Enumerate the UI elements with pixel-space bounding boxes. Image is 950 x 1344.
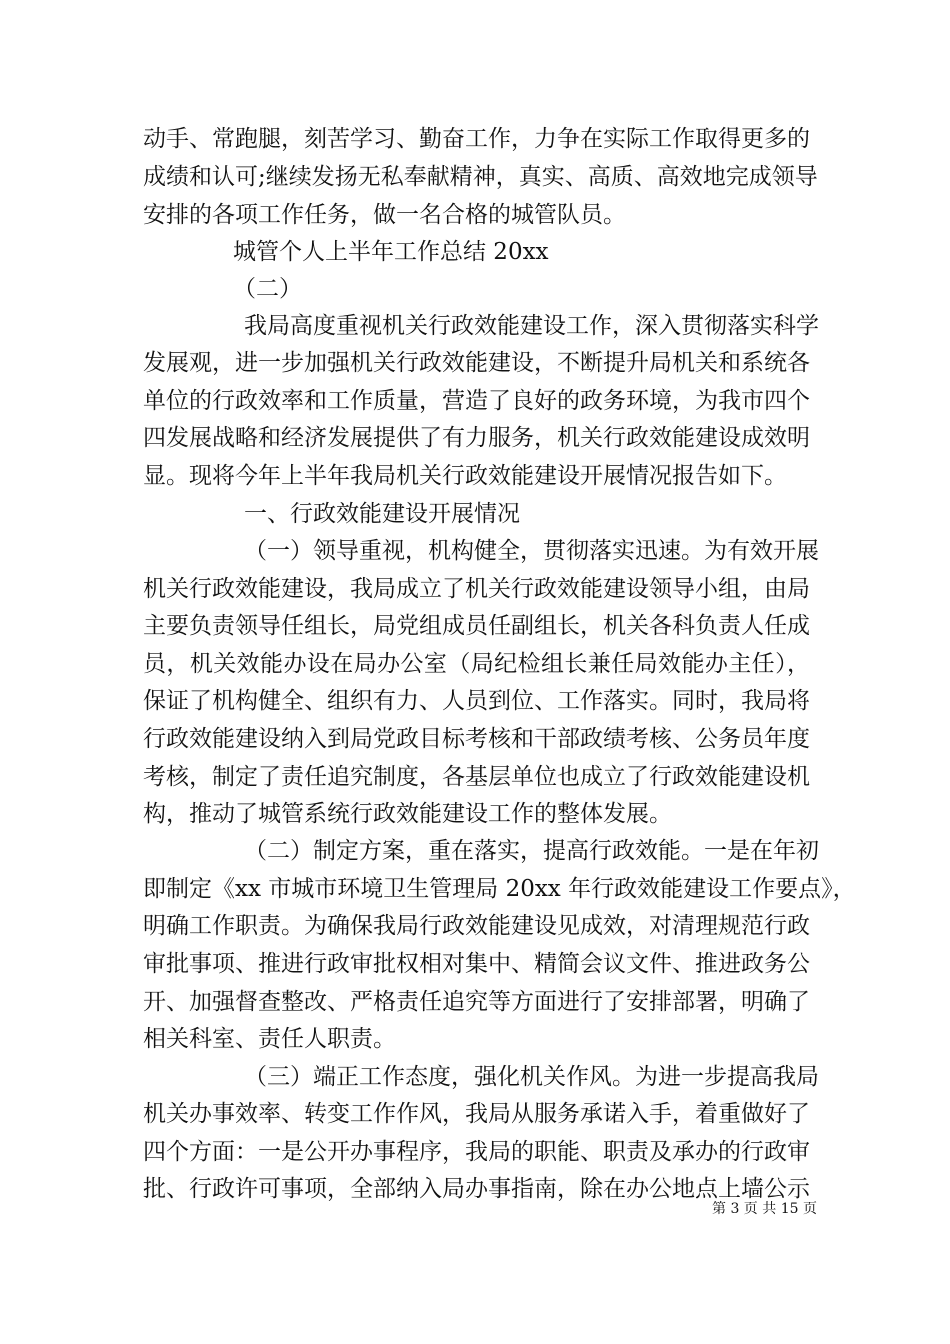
text-line: 城管个人上半年工作总结 20xx [233,239,549,265]
text-line: （二） [233,276,302,302]
text-line: 动手、常跑腿，刻苦学习、勤奋工作，力争在实际工作取得更多的 [143,126,810,152]
text-line: 行政效能建设纳入到局党政目标考核和干部政绩考核、公务员年度 [143,726,810,752]
text-line: 相关科室、责任人职责。 [143,1026,396,1052]
text-line: 四个方面：一是公开办事程序，我局的职能、职责及承办的行政审 [143,1139,810,1165]
text-line: 开、加强督查整改、严格责任追究等方面进行了安排部署，明确了 [143,989,810,1015]
page-number: 第 3 页 共 15 页 [712,1201,817,1217]
text-line: 成绩和认可;继续发扬无私奉献精神，真实、高质、高效地完成领导 [143,164,818,190]
text-line: 即制定《xx 市城市环境卫生管理局 20xx 年行政效能建设工作要点》， [143,876,856,902]
text-line: （二）制定方案，重在落实，提高行政效能。一是在年初 [244,838,819,864]
text-line: 审批事项、推进行政审批权相对集中、精简会议文件、推进政务公 [143,951,810,977]
text-line: 单位的行政效率和工作质量，营造了良好的政务环境，为我市四个 [143,388,810,414]
text-line: （三）端正工作态度，强化机关作风。为进一步提高我局 [244,1064,819,1090]
text-line: 发展观，进一步加强机关行政效能建设，不断提升局机关和系统各 [143,350,810,376]
text-line: 批、行政许可事项，全部纳入局办事指南，除在办公地点上墙公示 [143,1176,810,1202]
text-line: 考核，制定了责任追究制度，各基层单位也成立了行政效能建设机 [143,764,810,790]
text-line: 显。现将今年上半年我局机关行政效能建设开展情况报告如下。 [143,463,787,489]
text-line: 明确工作职责。为确保我局行政效能建设见成效，对清理规范行政 [143,913,810,939]
text-line: （一）领导重视，机构健全，贯彻落实迅速。为有效开展 [244,538,819,564]
text-line: 保证了机构健全、组织有力、人员到位、工作落实。同时，我局将 [143,688,810,714]
text-line: 主要负责领导任组长，局党组成员任副组长，机关各科负责人任成 [143,613,810,639]
text-line: 机关行政效能建设，我局成立了机关行政效能建设领导小组，由局 [143,576,810,602]
text-line: 员，机关效能办设在局办公室（局纪检组长兼任局效能办主任）， [143,651,810,677]
text-line: 四发展战略和经济发展提供了有力服务，机关行政效能建设成效明 [143,425,810,451]
text-line: 一、行政效能建设开展情况 [244,501,520,527]
text-line: 安排的各项工作任务，做一名合格的城管队员。 [143,202,626,228]
text-line: 构，推动了城管系统行政效能建设工作的整体发展。 [143,801,672,827]
text-line: 我局高度重视机关行政效能建设工作，深入贯彻落实科学 [244,313,819,339]
text-line: 机关办事效率、转变工作作风，我局从服务承诺入手，着重做好了 [143,1101,810,1127]
